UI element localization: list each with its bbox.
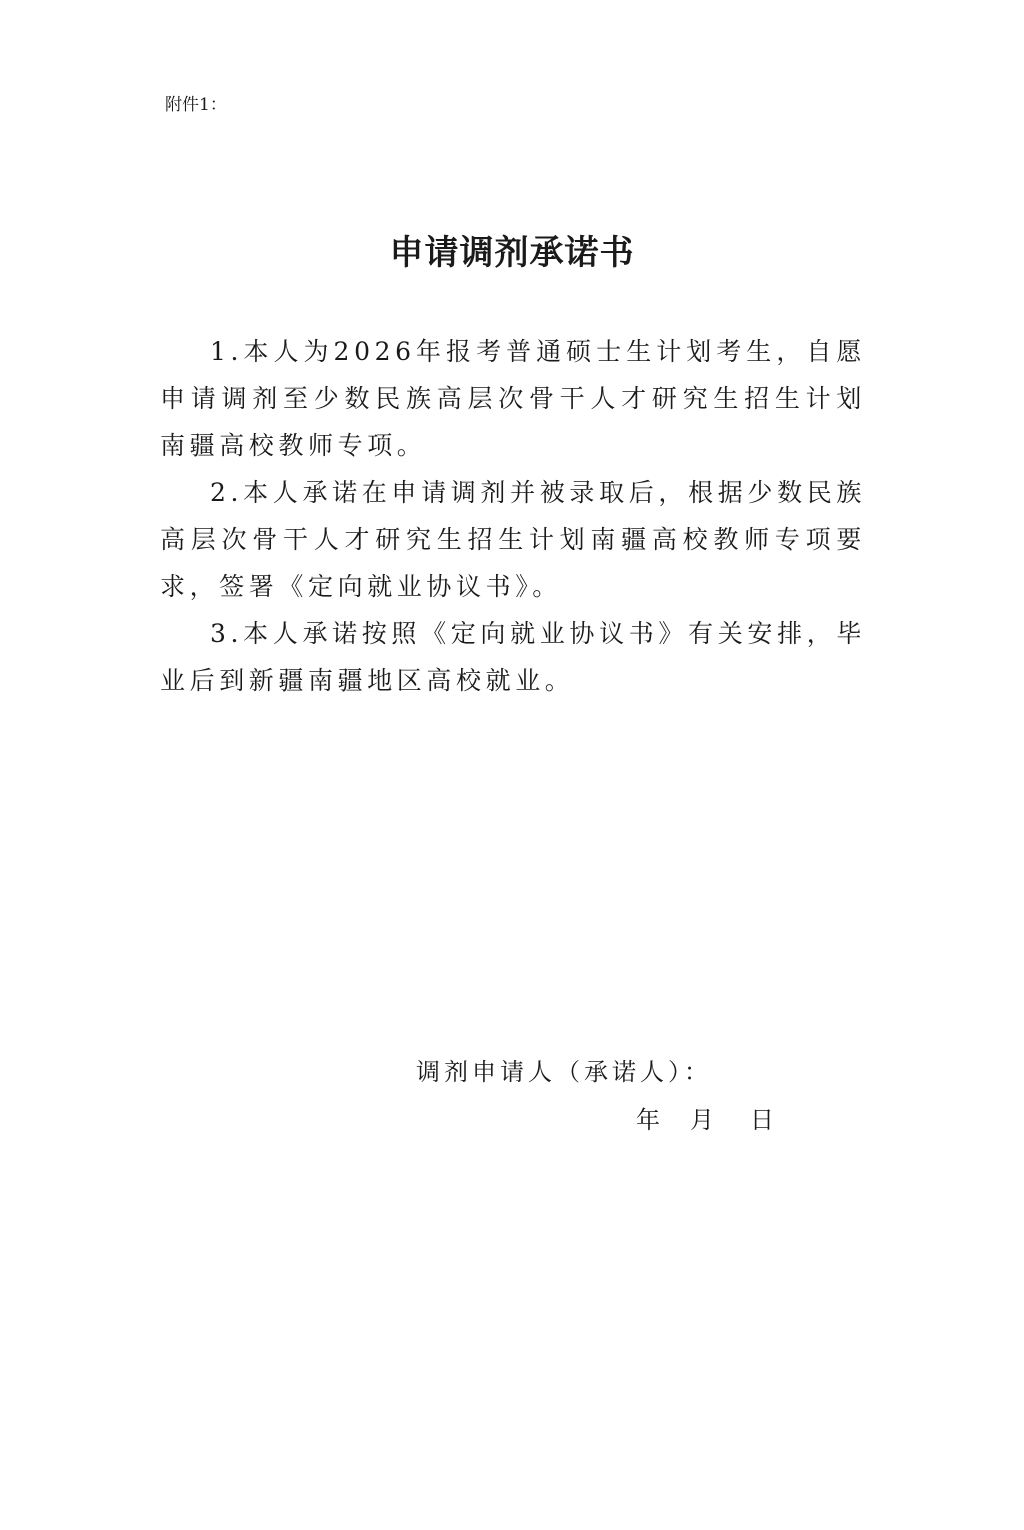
paragraph-3: 3.本人承诺按照《定向就业协议书》有关安排，毕业后到新疆南疆地区高校就业。: [160, 619, 866, 695]
date-day: 日: [750, 1106, 774, 1134]
paragraph-1: 1.本人为2026年报考普通硕士生计划考生，自愿申请调剂至少数民族高层次骨干人才研究生招生计划南疆高校教师专项。: [160, 337, 866, 460]
date-line: [636, 1100, 774, 1135]
document-title: 申请调剂承诺书: [389, 233, 635, 273]
signer-label: 调剂申请人（承诺人）：: [416, 1058, 712, 1086]
date-year: 年: [636, 1106, 660, 1134]
attachment-label: 附件1：: [165, 95, 227, 115]
paragraph-2: 2.本人承诺在申请调剂并被录取后，根据少数民族高层次骨干人才研究生招生计划南疆高校教师专项要求，签署《定向就业协议书》。: [160, 478, 866, 601]
date-month: 月: [690, 1106, 714, 1134]
document-body: [160, 328, 866, 704]
